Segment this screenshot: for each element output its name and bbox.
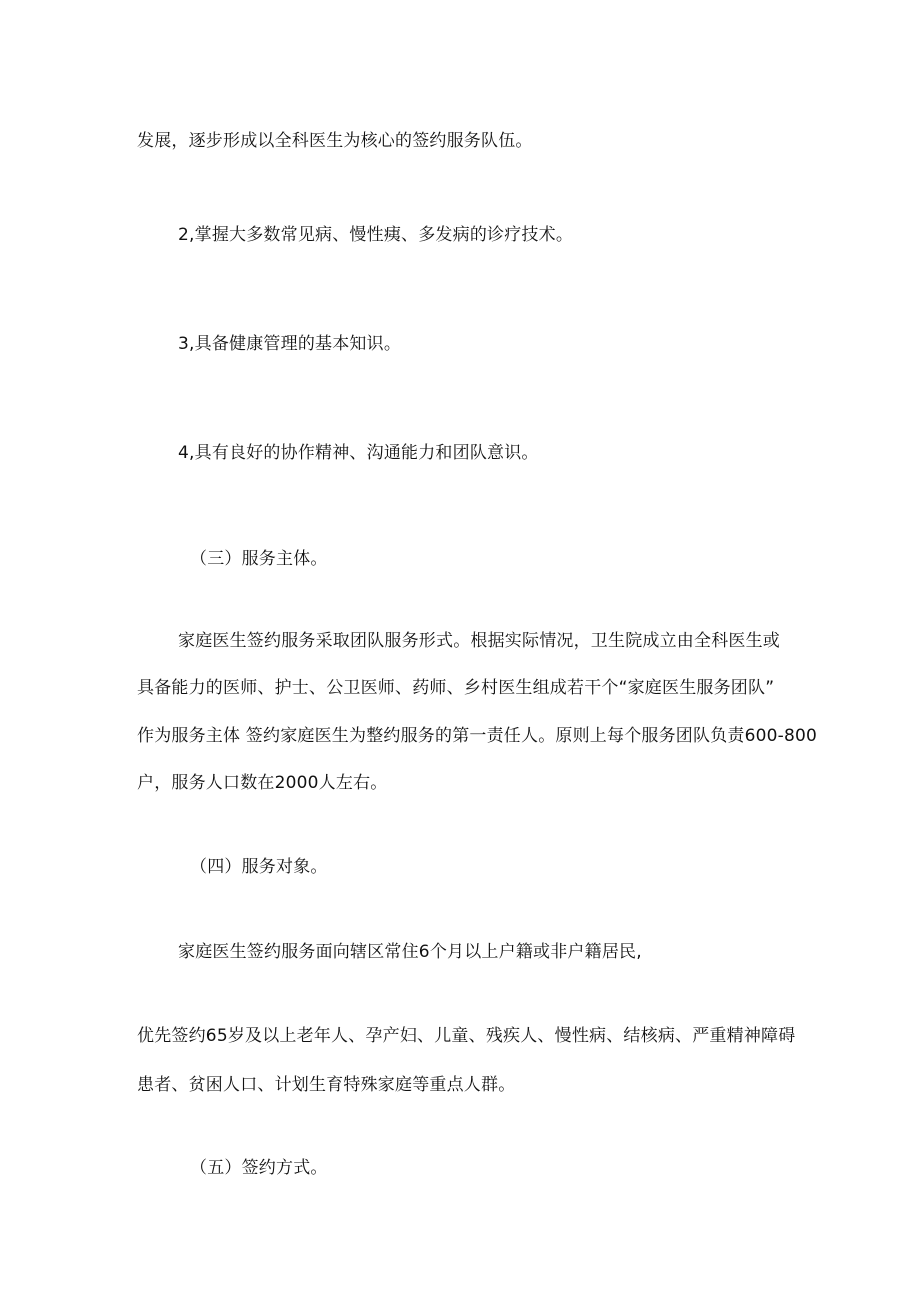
section-heading-4: （四）服务对象。 xyxy=(190,857,328,877)
paragraph-line: 户，服务人口数在2000人左右。 xyxy=(137,773,388,793)
list-item-4: 4,具有良好的协作精神、沟通能力和团队意识。 xyxy=(178,443,539,463)
paragraph-line: 患者、贫困人口、计划生育特殊家庭等重点人群。 xyxy=(137,1075,516,1095)
paragraph-line: 家庭医生签约服务面向辖区常住6个月以上户籍或非户籍居民, xyxy=(178,942,642,962)
paragraph-line: 优先签约65岁及以上老年人、孕产妇、儿童、残疾人、慢性病、结核病、严重精神障碍 xyxy=(137,1026,796,1046)
paragraph-line: 发展，逐步形成以全科医生为核心的签约服务队伍。 xyxy=(137,131,533,151)
paragraph-line: 具备能力的医师、护士、公卫医师、药师、乡村医生组成若干个“家庭医生服务团队” xyxy=(137,678,775,698)
list-item-2: 2,掌握大多数常见病、慢性痍、多发病的诊疗技术。 xyxy=(178,225,574,245)
section-heading-5: （五）签约方式。 xyxy=(190,1158,328,1178)
list-item-3: 3,具备健康管理的基本知识。 xyxy=(178,334,402,354)
paragraph-line: 家庭医生签约服务采取团队服务形式。根据实际情况，卫生院成立由全科医生或 xyxy=(178,631,780,651)
paragraph-line: 作为服务主体 签约家庭医生为整约服务的第一责任人。原则上每个服务团队负责600-800 xyxy=(137,726,818,746)
section-heading-3: （三）服务主体。 xyxy=(190,549,328,569)
